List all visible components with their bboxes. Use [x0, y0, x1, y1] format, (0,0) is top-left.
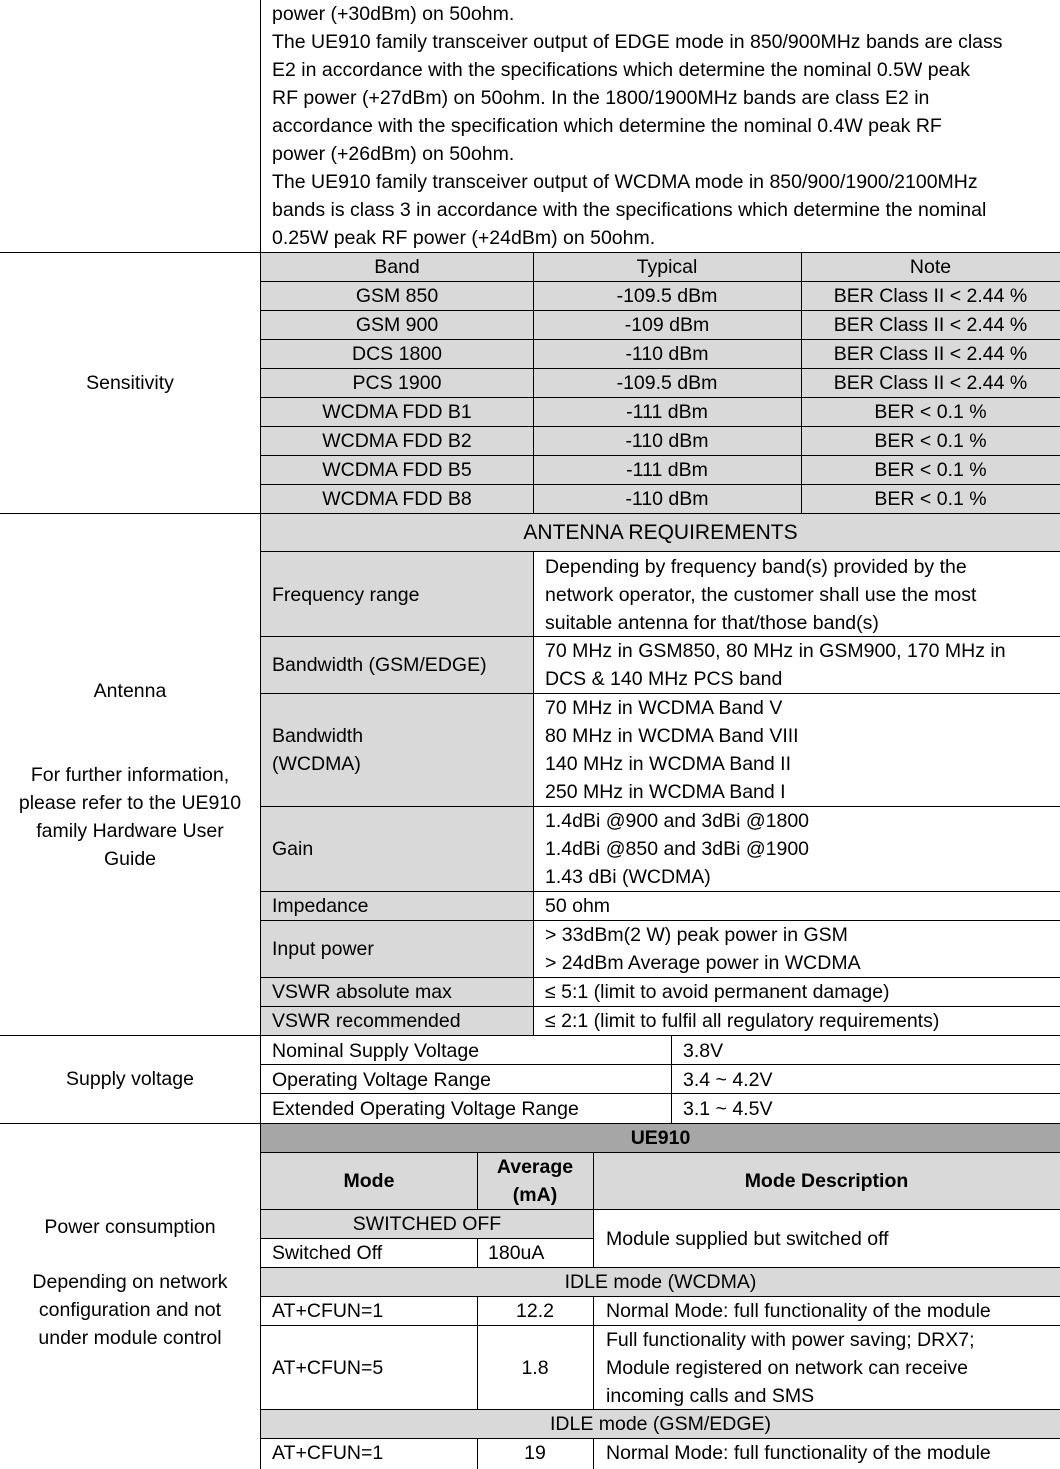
- text-line: power (+26dBm) on 50ohm.: [272, 143, 515, 165]
- switched-off-section-title: SWITCHED OFF: [352, 1213, 502, 1235]
- bandwidth-wcdma-value: 250 MHz in WCDMA Band I: [545, 781, 786, 803]
- frequency-range-value: network operator, the customer shall use the most: [545, 584, 977, 606]
- gain-value: 1.43 dBi (WCDMA): [545, 866, 711, 888]
- text-line: RF power (+27dBm) on 50ohm. In the 1800/1900MHz bands are class E2 in: [272, 87, 930, 109]
- column-header-band: Band: [374, 256, 420, 278]
- antenna-label: Antenna: [93, 680, 167, 702]
- bandwidth-wcdma-label: (WCDMA): [272, 753, 361, 775]
- band-cell: PCS 1900: [352, 372, 442, 394]
- input-power-label: Input power: [272, 938, 374, 960]
- description-cell: Normal Mode: full functionality of the module: [606, 1300, 991, 1322]
- power-note-line: Depending on network: [32, 1271, 228, 1293]
- note-cell: BER Class II < 2.44 %: [833, 314, 1028, 336]
- average-cell: 1.8: [521, 1357, 549, 1379]
- typical-cell: -111 dBm: [626, 401, 708, 423]
- note-cell: BER Class II < 2.44 %: [833, 343, 1028, 365]
- antenna-note-line: family Hardware User: [36, 820, 224, 842]
- bandwidth-gsm-value: 70 MHz in GSM850, 80 MHz in GSM900, 170 MHz in: [545, 640, 1006, 662]
- antenna-requirements-title: ANTENNA REQUIREMENTS: [523, 521, 798, 544]
- note-cell: BER < 0.1 %: [874, 430, 987, 452]
- supply-voltage-label: Supply voltage: [66, 1068, 194, 1090]
- note-cell: BER < 0.1 %: [874, 488, 987, 510]
- gain-label: Gain: [272, 838, 314, 860]
- bandwidth-wcdma-value: 140 MHz in WCDMA Band II: [545, 753, 791, 775]
- frequency-range-value: suitable antenna for that/those band(s): [545, 612, 879, 634]
- text-line: The UE910 family transceiver output of WCDMA mode in 850/900/1900/2100MHz: [272, 171, 978, 193]
- vswr-max-label: VSWR absolute max: [272, 981, 452, 1003]
- column-header-mode-description: Mode Description: [744, 1170, 909, 1192]
- vswr-max-value: ≤ 5:1 (limit to avoid permanent damage): [545, 981, 890, 1003]
- supply-param-label: Nominal Supply Voltage: [272, 1040, 480, 1062]
- column-header-mode: Mode: [343, 1170, 395, 1192]
- frequency-range-label: Frequency range: [272, 584, 420, 606]
- typical-cell: -110 dBm: [625, 430, 709, 452]
- band-cell: WCDMA FDD B8: [322, 488, 472, 510]
- idle-wcdma-section-title: IDLE mode (WCDMA): [564, 1271, 757, 1293]
- mode-cell: AT+CFUN=1: [272, 1442, 384, 1464]
- bandwidth-wcdma-value: 80 MHz in WCDMA Band VIII: [545, 725, 799, 747]
- note-cell: BER Class II < 2.44 %: [833, 372, 1028, 394]
- supply-param-label: Operating Voltage Range: [272, 1069, 491, 1091]
- idle-gsm-section-title: IDLE mode (GSM/EDGE): [549, 1413, 772, 1435]
- ue910-title: UE910: [630, 1127, 691, 1149]
- supply-param-value: 3.4 ~ 4.2V: [683, 1069, 773, 1091]
- bandwidth-gsm-value: DCS & 140 MHz PCS band: [545, 668, 783, 690]
- description-cell: Full functionality with power saving; DRX7;: [606, 1329, 975, 1351]
- vswr-recommended-label: VSWR recommended: [272, 1010, 461, 1032]
- bandwidth-wcdma-value: 70 MHz in WCDMA Band V: [545, 697, 783, 719]
- mode-cell: AT+CFUN=1: [272, 1300, 384, 1322]
- input-power-value: > 24dBm Average power in WCDMA: [545, 952, 861, 974]
- text-line: power (+30dBm) on 50ohm.: [272, 3, 515, 25]
- impedance-value: 50 ohm: [545, 895, 611, 917]
- typical-cell: -109.5 dBm: [616, 372, 718, 394]
- band-cell: DCS 1800: [352, 343, 442, 365]
- typical-cell: -109 dBm: [624, 314, 710, 336]
- column-header-typical: Typical: [636, 256, 698, 278]
- band-cell: GSM 850: [355, 285, 439, 307]
- bandwidth-wcdma-label: Bandwidth: [272, 725, 364, 747]
- band-cell: WCDMA FDD B1: [322, 401, 472, 423]
- antenna-note-line: please refer to the UE910: [18, 792, 242, 814]
- supply-param-label: Extended Operating Voltage Range: [272, 1098, 579, 1120]
- description-cell: Normal Mode: full functionality of the module: [606, 1442, 991, 1464]
- description-cell: Module registered on network can receive: [606, 1357, 969, 1379]
- typical-cell: -110 dBm: [625, 343, 709, 365]
- power-note-line: under module control: [38, 1327, 222, 1349]
- impedance-label: Impedance: [272, 895, 369, 917]
- band-cell: WCDMA FDD B2: [322, 430, 472, 452]
- mode-cell: AT+CFUN=5: [272, 1357, 384, 1379]
- note-cell: BER < 0.1 %: [874, 459, 987, 481]
- text-line: E2 in accordance with the specifications which determine the nominal 0.5W peak: [272, 59, 971, 81]
- typical-cell: -110 dBm: [625, 488, 709, 510]
- text-line: bands is class 3 in accordance with the specifications which determine the nominal: [272, 199, 987, 221]
- frequency-range-value: Depending by frequency band(s) provided by the: [545, 556, 967, 578]
- text-line: The UE910 family transceiver output of EDGE mode in 850/900MHz bands are class: [272, 31, 1003, 53]
- description-cell: Module supplied but switched off: [606, 1228, 889, 1250]
- gain-value: 1.4dBi @850 and 3dBi @1900: [545, 838, 810, 860]
- bandwidth-gsm-label: Bandwidth (GSM/EDGE): [272, 654, 487, 676]
- antenna-note-line: Guide: [103, 848, 157, 870]
- vswr-recommended-value: ≤ 2:1 (limit to fulfil all regulatory requirements): [545, 1010, 940, 1032]
- average-cell: 19: [524, 1442, 546, 1464]
- sensitivity-label: Sensitivity: [86, 372, 174, 394]
- input-power-value: > 33dBm(2 W) peak power in GSM: [545, 924, 848, 946]
- band-cell: GSM 900: [355, 314, 439, 336]
- typical-cell: -111 dBm: [626, 459, 708, 481]
- note-cell: BER Class II < 2.44 %: [833, 285, 1028, 307]
- column-header-average: (mA): [512, 1184, 558, 1206]
- mode-cell: Switched Off: [272, 1242, 383, 1264]
- text-line: accordance with the specification which determine the nominal 0.4W peak RF: [272, 115, 942, 137]
- note-cell: BER < 0.1 %: [874, 401, 987, 423]
- power-note-line: configuration and not: [38, 1299, 222, 1321]
- supply-param-value: 3.8V: [683, 1040, 724, 1062]
- band-cell: WCDMA FDD B5: [322, 459, 472, 481]
- column-header-note: Note: [909, 256, 952, 278]
- gain-value: 1.4dBi @900 and 3dBi @1800: [545, 810, 810, 832]
- power-consumption-label: Power consumption: [44, 1216, 216, 1238]
- supply-param-value: 3.1 ~ 4.5V: [683, 1098, 773, 1120]
- average-cell: 180uA: [488, 1242, 545, 1264]
- average-cell: 12.2: [516, 1300, 554, 1322]
- column-header-average: Average: [496, 1156, 574, 1178]
- typical-cell: -109.5 dBm: [616, 285, 718, 307]
- antenna-note-line: For further information,: [30, 764, 230, 786]
- description-cell: incoming calls and SMS: [606, 1385, 815, 1407]
- text-line: 0.25W peak RF power (+24dBm) on 50ohm.: [272, 227, 656, 249]
